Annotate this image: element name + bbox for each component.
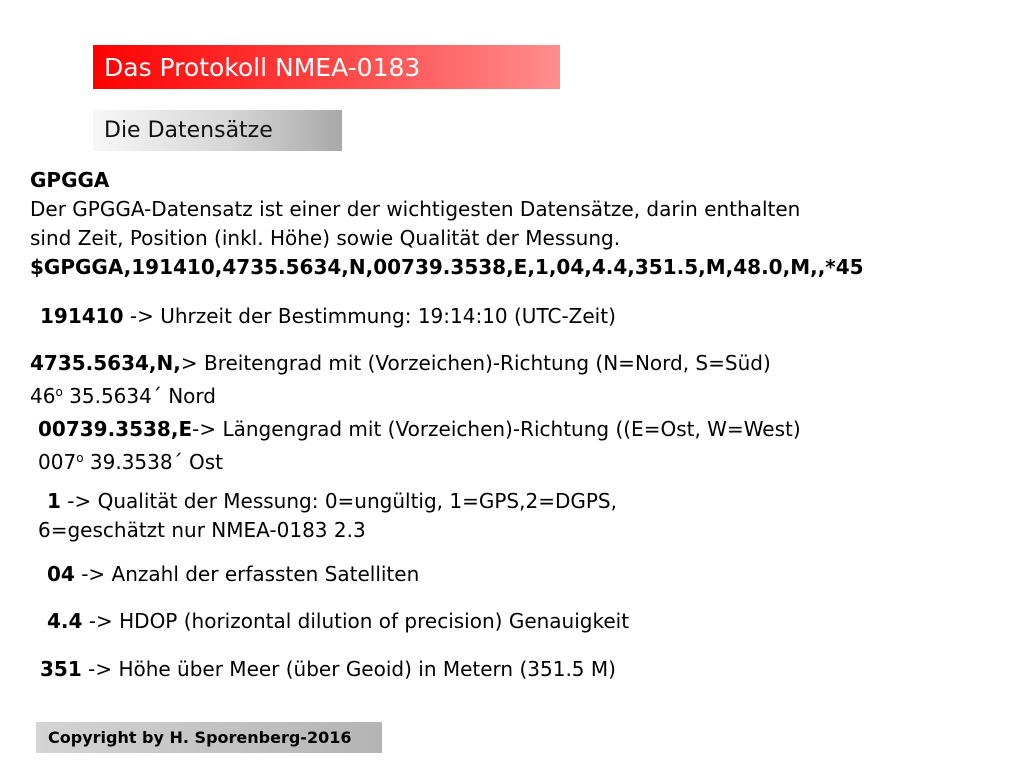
field-lat-value: 4735.5634,N,	[30, 351, 181, 375]
field-alt-desc: -> Höhe über Meer (über Geoid) in Metern (351.5 M)	[81, 657, 616, 681]
intro-line-1: Der GPGGA-Datensatz ist einer der wichtigesten Datensätze, darin enthalten	[30, 197, 801, 221]
field-quality-line2: 6=geschätzt nur NMEA-0183 2.3	[38, 518, 366, 542]
slide-subtitle: Die Datensätze	[104, 118, 273, 143]
field-lon-desc: -> Längengrad mit (Vorzeichen)-Richtung ((E=Ost, W=West)	[192, 417, 801, 441]
field-hdop	[47, 607, 629, 636]
field-lat-rest: 35.5634´ Nord	[62, 384, 216, 408]
intro-line-2: sind Zeit, Position (inkl. Höhe) sowie Qualität der Messung.	[30, 226, 621, 250]
field-lon-rest: 39.3538´ Ost	[83, 450, 223, 474]
field-hdop-value: 4.4	[47, 609, 83, 633]
field-quality	[38, 487, 617, 545]
field-lon-deg: 007	[38, 450, 77, 474]
field-sats-value: 04	[47, 562, 75, 586]
degree-mark: o	[76, 451, 84, 465]
title-banner	[93, 45, 560, 89]
field-lat-deg: 46	[30, 384, 56, 408]
example-sentence: $GPGGA,191410,4735.5634,N,00739.3538,E,1,04,4.4,351.5,M,48.0,M,,*45	[30, 255, 864, 279]
field-latitude	[30, 349, 771, 411]
field-quality-desc: -> Qualität der Messung: 0=ungültig, 1=GPS,2=DGPS,	[60, 489, 617, 513]
intro-block	[30, 166, 864, 282]
field-satellites	[47, 560, 419, 589]
field-lon-value: 00739.3538,E	[38, 417, 193, 441]
copyright-text: Copyright by H. Sporenberg-2016	[48, 728, 352, 747]
subtitle-banner	[93, 110, 342, 151]
record-heading: GPGGA	[30, 168, 110, 192]
field-hdop-desc: -> HDOP (horizontal dilution of precision) Genauigkeit	[82, 609, 630, 633]
field-time-desc: -> Uhrzeit der Bestimmung: 19:14:10 (UTC-Zeit)	[123, 304, 616, 328]
degree-mark: o	[55, 385, 63, 399]
field-time-value: 191410	[40, 304, 124, 328]
field-lat-desc: > Breitengrad mit (Vorzeichen)-Richtung (N=Nord, S=Süd)	[180, 351, 771, 375]
field-longitude	[38, 415, 801, 477]
field-sats-desc: -> Anzahl der erfassten Satelliten	[74, 562, 420, 586]
field-alt-value: 351	[40, 657, 82, 681]
slide-title: Das Protokoll NMEA-0183	[104, 52, 421, 82]
field-time	[40, 302, 616, 331]
field-altitude	[40, 655, 616, 684]
copyright-banner	[36, 722, 382, 753]
field-quality-value: 1	[47, 489, 61, 513]
